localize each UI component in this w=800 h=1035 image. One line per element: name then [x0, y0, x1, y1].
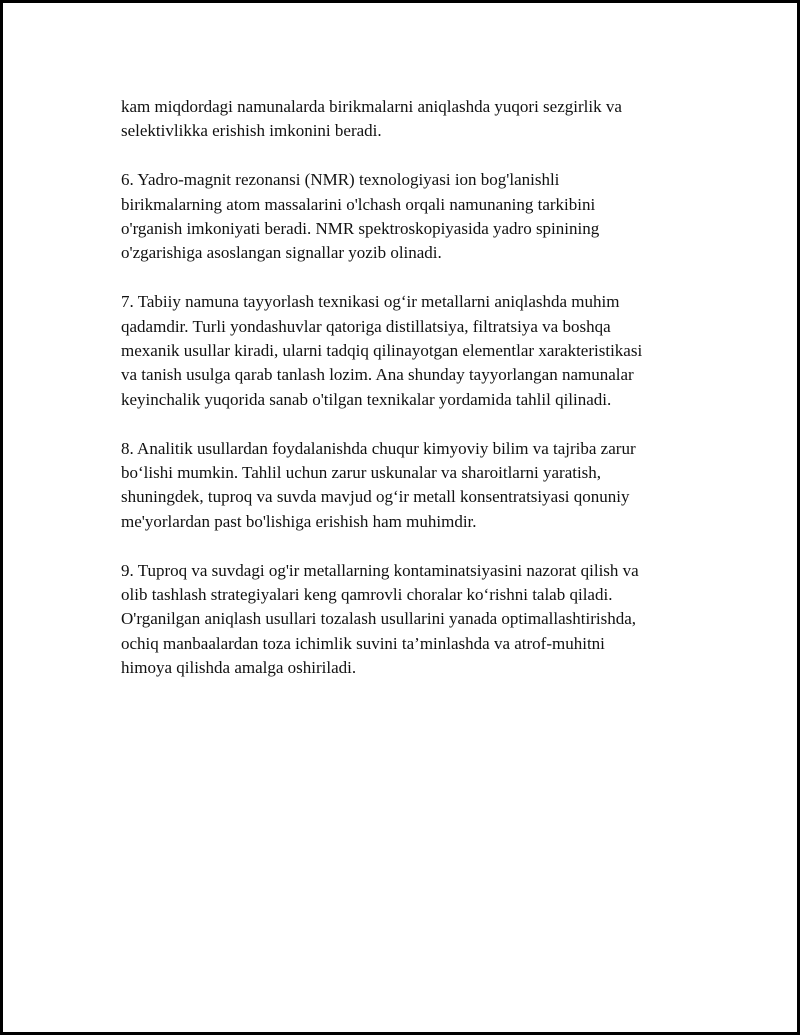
- page-body: [121, 95, 711, 705]
- paragraph-8-analytical-methods: 8. Analitik usullardan foydalanishda chuqur kimyoviy bilim va tajriba zarur bo‘lishi mumkin. Tahlil uchun zarur uskunalar va sharoitlarni yaratish, shuningdek, tuproq va suvda mavjud og‘ir metall konsentratsiyasi qonuniy me'yorlardan past bo'lishiga erishish ham muhimdir.: [121, 438, 636, 531]
- paragraph-7-sample-preparation: 7. Tabiiy namuna tayyorlash texnikasi og‘ir metallarni aniqlashda muhim qadamdir. Turli yondashuvlar qatoriga distillatsiya, filtratsiya va boshqa mexanik usullar kiradi, ularni tadqiq qilinayotgan elementlar xarakteristikasi va tanish usulga qarab tanlash lozim. Ana shunday tayyorlangan namunalar keyinchalik yuqorida sanab o'tilgan texnikalar yordamida tahlil qilinadi.: [121, 292, 643, 409]
- paragraph-6-nmr: 6. Yadro-magnit rezonansi (NMR) texnologiyasi ion bog'lanishli birikmalarning atom massalarini o'lchash orqali namunaning tarkibini o'rganish imkoniyati beradi. NMR spektroskopiyasida yadro spinining o'zgarishiga asoslangan signallar yozib olinadi.: [121, 170, 600, 263]
- paragraph-9-contamination-control: 9. Tuproq va suvdagi og'ir metallarning kontaminatsiyasini nazorat qilish va olib tashlash strategiyalari keng qamrovli choralar ko‘rishni talab qiladi. O'rganilgan aniqlash usullari tozalash usullarini yanada optimallashtirishda, ochiq manbaalardan toza ichimlik suvini ta’minlashda va atrof-muhitni himoya qilishda amalga oshiriladi.: [121, 560, 639, 678]
- paragraph-continuation: kam miqdordagi namunalarda birikmalarni aniqlashda yuqori sezgirlik va selektivlikka erishish imkonini beradi.: [121, 97, 622, 141]
